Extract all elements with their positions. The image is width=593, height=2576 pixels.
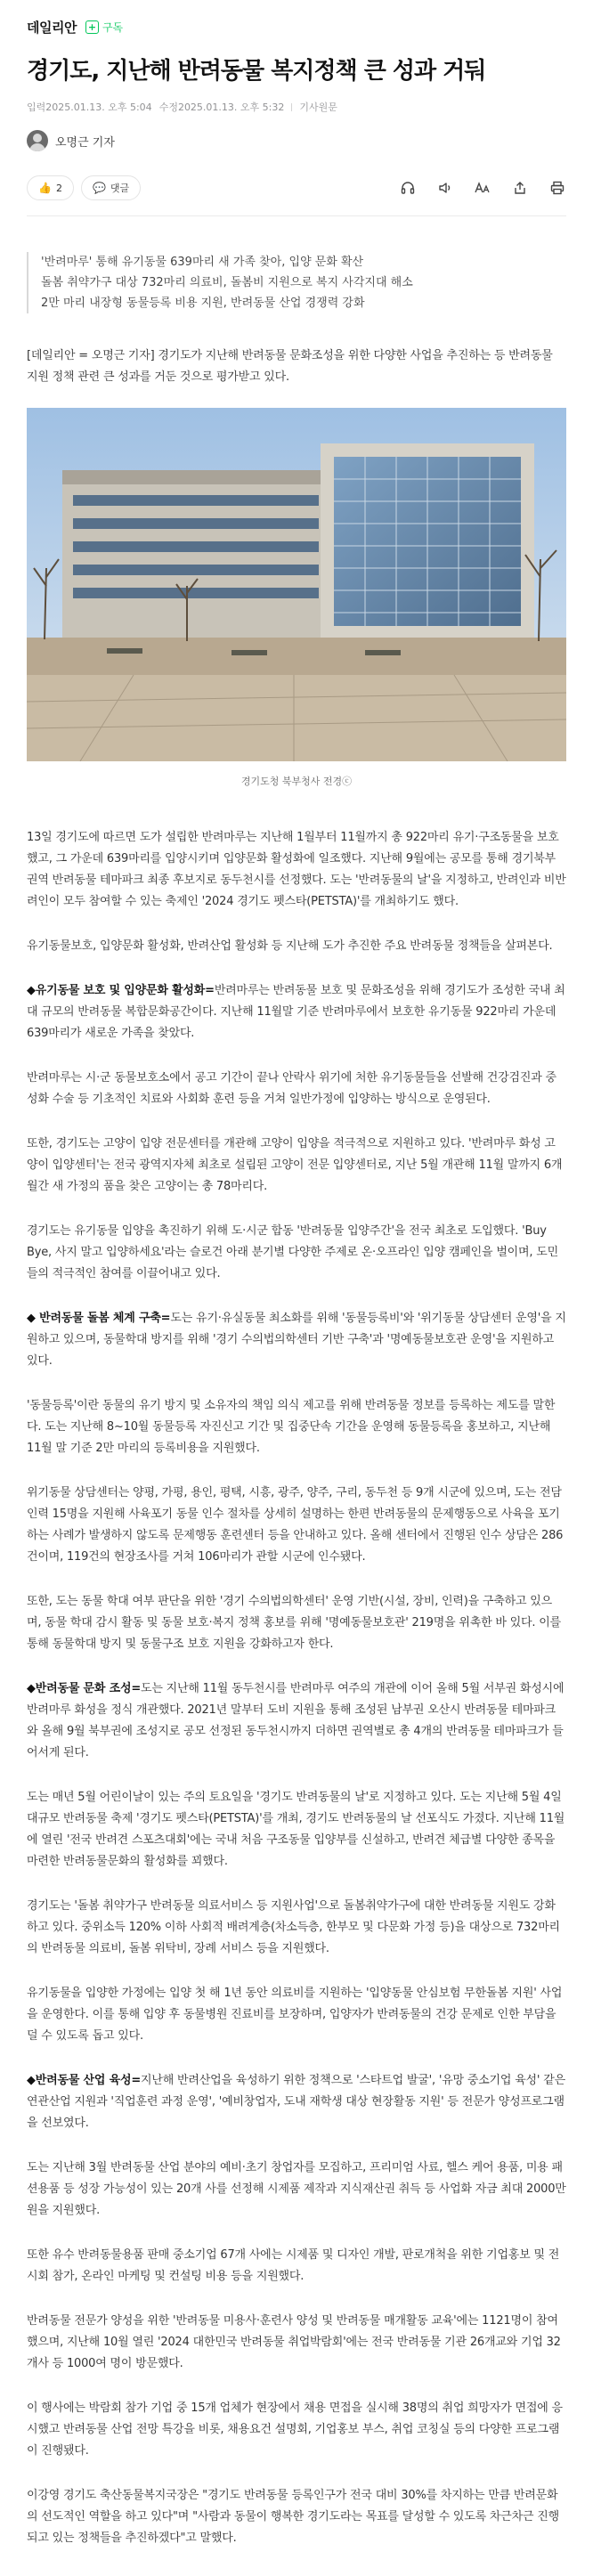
body-paragraph [27,2245,566,2288]
paragraph-text: 또한, 경기도는 고양이 입양 전문센터를 개관해 고양이 입양을 적극적으로 지원하고 있다. '반려마루 화성 고양이 입양센터'는 전국 광역지자체 최초로 설립된 고양이 전문 입양센터로, 지난 5월 개관해 11월 말까지 6개월간 새 가정의 품을 찾은 고양이는 총 78마리다. [27,1137,563,1193]
author-block[interactable] [27,130,566,151]
intro-paragraph: [데일리안 = 오명근 기자] 경기도가 지난해 반려동물 문화조성을 위한 다양한 사업을 추진하는 등 반려동물 지원 정책 관련 큰 성과를 거둔 것으로 평가받고 있다. [27,349,553,384]
paragraph-text: '동물등록'이란 동물의 유기 방지 및 소유자의 책임 의식 제고를 위해 반려동물 정보를 등록하는 제도를 말한다. 도는 지난해 8~10월 동물등록 자진신고 기간 및 집중단속 기간을 운영해 동물등록을 홍보하고, 지난해 11월 말 기준 2만 마리의 등록비용을 지원했다. [27,1399,556,1455]
original-article-link[interactable]: 기사원문 [299,102,337,113]
plus-icon: + [85,20,99,34]
body-paragraph [27,1591,566,1655]
paragraph-text: 지난해 반려산업을 육성하기 위한 정책으로 '스타트업 발굴', '유망 중소기업 육성' 같은 연관산업 지원과 '직업훈련 과정 운영', '예비창업자, 도내 재학생 대상 현장활동 지원' 등 전문가 양성프로그램을 선보였다. [27,2074,565,2130]
speaker-icon[interactable] [436,179,454,197]
paragraph-text: 반려마루는 시·군 동물보호소에서 공고 기간이 끝나 안락사 위기에 처한 유기동물들을 선발해 건강검진과 중성화 수술 등 기초적인 치료와 사회화 훈련 등을 거쳐 일반가정에 입양하는 방식으로 운영된다. [27,1071,556,1106]
body-paragraph [27,1308,566,1372]
paragraph-text: 도는 지난해 11월 동두천시를 반려마루 여주의 개관에 이어 올해 5월 서부권 화성시에 반려마루 화성을 정식 개관했다. 2021년 말부터 도비 지원을 통해 조성된 남부권 오산시 반려동물 테마파크와 올해 9월 북부권에 조성지로 공모 선정된 동두천시까지 더하면 권역별로 총 4개의 반려동물 테마파크가 들어서게 된다. [27,1682,565,1759]
body-paragraph [27,827,566,913]
author-avatar [27,130,48,151]
paragraph-text: 또한, 도는 동물 학대 여부 판단을 위한 '경기 수의법의학센터' 운영 기반(시설, 장비, 인력)을 구축하고 있으며, 동물 학대 감시 활동 및 동물 보호·복지 정책 홍보를 위해 '명예동물보호관' 219명을 위촉한 바 있다. 이를 통해 동물학대 방지 및 동물구조 보호 지원을 강화하고자 한다. [27,1595,561,1651]
body-paragraph [27,2398,566,2462]
print-icon[interactable] [548,179,566,197]
government-building-photo [27,408,566,761]
body-paragraph [27,2311,566,2375]
author-name: 오명근 기자 [55,135,115,150]
summary-line: '반려마루' 통해 유기동물 639마리 새 가족 찾아, 입양 문화 확산 [41,256,364,269]
article-body-paragraphs [27,827,566,2549]
body-paragraph [27,1221,566,1285]
paragraph-text: 반려마루는 반려동물 보호 및 문화조성을 위해 경기도가 조성한 국내 최대 규모의 반려동물 복합문화공간이다. 지난해 11월말 기준 반려마루에서 보호한 유기동물 922마리 가운데 639마리가 새로운 가족을 찾았다. [27,984,565,1040]
emoji-reaction-icon: 👍 [38,182,52,194]
paragraph-text: 도는 지난해 3월 반려동물 산업 분야의 예비·초기 창업자를 모집하고, 프리미엄 사료, 헬스 케어 용품, 미용 패션용품 등 성장 가능성이 있는 20개 사를 선정해 시제품 제작과 지식재산권 취득 등 사업화 자금 최대 2000만 원을 지원했다. [27,2161,566,2217]
body-paragraph [27,1896,566,1960]
comment-label: 댓글 [110,183,130,194]
body-paragraph [27,2070,566,2134]
modified-date: 수정2025.01.13. 오후 5:32 [158,102,285,113]
paragraph-text: 또한 유수 반려동물용품 판매 중소기업 67개 사에는 시제품 및 디자인 개발, 판로개척을 위한 기업홍보 및 전시회 참가, 온라인 마케팅 및 컨설팅 비용 등을 지원했다. [27,2248,560,2283]
paragraph-text: 반려동물 전문가 양성을 위한 '반려동물 미용사·훈련사 양성 및 반려동물 매개활동 교육'에는 1121명이 참여했으며, 지난해 10월 열린 '2024 대한민국 반려동물 취업박람회'에는 전국 반려동물 기관 26개교와 기업 32개사 등 1000여 명이 방문했다. [27,2314,561,2370]
share-icon[interactable] [511,179,529,197]
paragraph-text: 도는 매년 5월 어린이날이 있는 주의 토요일을 '경기도 반려동물의 날'로 지정하고 있다. 도는 지난해 5월 4일 대규모 반려동물 축제 '경기도 펫스타(PETSTA)'를 개최, 경기도 반려동물의 날 선포식도 가졌다. 지난해 11월에 열린 '전국 반려견 스포츠대회'에는 국내 처음 구조동물 입양부를 신설하고, 반려견 체급별 다양한 종목을 마련한 반려동물문화의 활성화를 꾀했다. [27,1791,565,1868]
body-paragraph [27,2158,566,2222]
section-lead: ◆유기동물 보호 및 입양문화 활성화= [27,984,215,997]
section-lead: ◆반려동물 산업 육성= [27,2074,142,2087]
body-paragraph [27,1068,566,1110]
article-toolbar [27,175,566,201]
body-paragraph [27,1395,566,1459]
article-header-bar [27,0,566,53]
reaction-button[interactable] [27,175,74,200]
section-lead: ◆반려동물 문화 조성= [27,1682,142,1695]
section-lead: ◆ 반려동물 돌봄 체계 구축= [27,1312,171,1325]
paragraph-text: 13일 경기도에 따르면 도가 설립한 반려마루는 지난해 1월부터 11월까지 총 922마리 유기·구조동물을 보호했고, 그 가운데 639마리를 입양시키며 입양문화 활성화에 일조했다. 지난해 9월에는 공모를 통해 경기북부 권역 반려동물 테마파크 최종 후보지로 동두천시를 선정했다. 도는 '반려동물의 날'을 지정하고, 반려인과 비반려인이 모두 참여할 수 있는 축제인 '2024 경기도 펫스타(PETSTA)'를 개최하기도 했다. [27,831,566,908]
body-paragraph [27,1134,566,1198]
summary-line: 2만 마리 내장형 동물등록 비용 지원, 반려동물 산업 경쟁력 강화 [41,297,365,310]
subscribe-label: 구독 [102,20,124,34]
paragraph-text: 경기도는 '돌봄 취약가구 반려동물 의료서비스 등 지원사업'으로 돌봄취약가구에 대한 반려동물 지원도 강화하고 있다. 중위소득 120% 이하 사회적 배려계층(차소득층, 한부모 및 다문화 가정 등)을 대상으로 732마리의 반려동물 의료비, 돌봄 위탁비, 장례 서비스 등을 지원했다. [27,1899,560,1955]
reaction-group [27,175,141,200]
body-paragraph [27,1483,566,1568]
summary-line: 돌봄 취약가구 대상 732마리 의료비, 돌봄비 지원으로 복지 사각지대 해소 [41,276,413,289]
body-paragraph [27,936,566,957]
body-paragraph [27,2485,566,2549]
reaction-count: 2 [55,182,62,194]
body-paragraph [27,1983,566,2047]
header-divider [27,215,566,216]
body-paragraph [27,1787,566,1873]
paragraph-text: 도는 유기·유실동물 최소화를 위해 '동물등록비'와 '위기동물 상담센터 운영'을 지원하고 있으며, 동물학대 방지를 위해 '경기 수의법의학센터 기반 구축'과 '명예동물보호관 운영'을 지원하고 있다. [27,1312,566,1368]
body-paragraph [27,1678,566,1764]
paragraph-text: 이 행사에는 박람회 참가 기업 중 15개 업체가 현장에서 채용 면접을 실시해 38명의 취업 희망자가 면접에 응시했고 반려동물 산업 전망 특강을 비롯, 채용요건 설명회, 기업홍보 부스, 취업 코칭실 등의 다양한 프로그램이 진행됐다. [27,2401,563,2458]
article-photo[interactable] [27,408,566,761]
bottom-spacer [27,2549,566,2576]
article-body [27,345,566,388]
font-size-icon[interactable] [474,179,491,197]
paragraph-text: 경기도는 유기동물 입양을 촉진하기 위해 도·시군 합동 '반려동물 입양주간'을 전국 최초로 도입했다. 'Buy Bye, 사지 말고 입양하세요'라는 슬로건 아래 분기별 다양한 주제로 온·오프라인 입양 캠페인을 벌이며, 도민들의 적극적인 참여를 이끌어내고 있다. [27,1224,558,1280]
paragraph-text: 유기동물을 입양한 가정에는 입양 첫 해 1년 동안 의료비를 지원하는 '입양동물 안심보험 무한돌봄 지원' 사업을 운영한다. 이를 통해 입양 후 동물병원 진료비를 보장하며, 입양자가 반려동물의 건강 문제로 인한 부담을 덜 수 있도록 돕고 있다. [27,1987,563,2043]
subscribe-button[interactable] [85,20,123,35]
tool-group [399,179,566,197]
comment-icon: 💬 [92,182,106,194]
meta-divider [291,103,292,111]
headphone-icon[interactable] [399,179,417,197]
article-meta [27,100,566,114]
paragraph-text: 위기동물 상담센터는 양평, 가평, 용인, 평택, 시흥, 광주, 양주, 구리, 동두천 등 9개 시군에 있으며, 도는 전담 인력 15명을 지원해 사육포기 동물 인수 절차를 상세히 설명하는 한편 반려동물의 문제행동으로 사육을 포기하는 사례가 발생하지 않도록 문제행동 훈련센터 등을 안내하고 있다. 올해 센터에서 진행된 인수 상담은 286건이며, 119건의 현장조사를 거쳐 106마리가 관할 시군에 인수됐다. [27,1486,564,1564]
article-summary [27,252,566,313]
paragraph-text: 이강영 경기도 축산동물복지국장은 "경기도 반려동물 등록인구가 전국 대비 30%를 차지하는 만큼 반려문화의 선도적인 역할을 하고 있다"며 "사람과 동물이 행복한 경기도라는 목표를 달성할 수 있도록 차근차근 진행되고 있는 정책들을 추진하겠다"고 말했다. [27,2489,560,2545]
body-paragraph [27,980,566,1044]
photo-caption: 경기도청 북부청사 전경ⓒ [240,776,353,787]
paragraph-text: 유기동물보호, 입양문화 활성화, 반려산업 활성화 등 지난해 도가 추진한 주요 반려동물 정책들을 살펴본다. [27,939,553,953]
comment-button[interactable] [81,175,141,200]
press-logo[interactable]: 데일리안 [27,19,77,36]
published-date: 입력2025.01.13. 오후 5:04 [27,102,152,113]
article-title: 경기도, 지난해 반려동물 복지정책 큰 성과 거둬 [27,58,486,85]
